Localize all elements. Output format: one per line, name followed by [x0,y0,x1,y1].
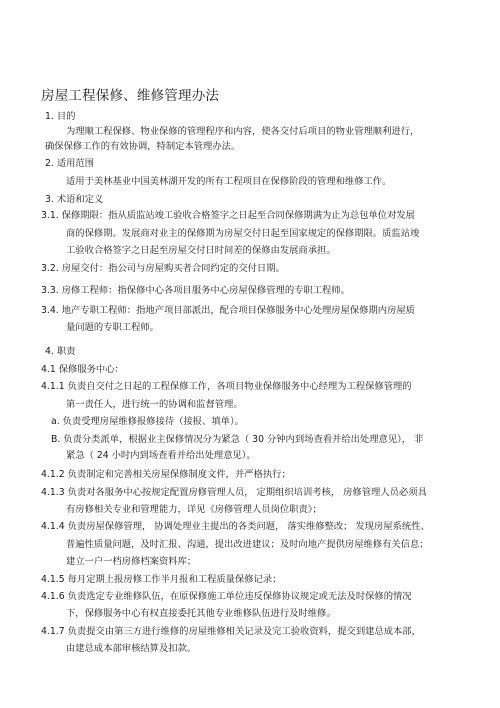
clause-4-1-6: 4.1.6 负责选定专业维修队伍，在原保修施工单位违反保修协议规定或无法及时保修的情况 [41,591,412,602]
clause-3-3: 3.3. 房修工程师：指保修中心各项目服务中心房屋保修管理的专职工程师。 [41,285,350,296]
clause-3-2: 3.2. 房屋交付：指公司与房屋购买者合同约定的交付日期。 [41,263,285,274]
paragraph-line: 工验收合格签字之日起至房屋交付日时间差的保修由发展商承担。 [66,245,336,256]
paragraph-line: 有房修相关专业和管理能力，详见《房修管理人员岗位职责》； [66,504,322,515]
clause-3-4: 3.4. 地产专职工程师：指地产项目部派出，配合项目保修服务中心处理房屋保修期内房屋质 [41,305,415,316]
section-2-heading: 2. 适用范围 [45,158,95,169]
clause-4-1: 4.1 保修服务中心： [41,364,124,375]
paragraph-line: 紧急（ 24 小时内到场查看并给出处理意见）。 [66,450,256,461]
paragraph-line: 商的保修期。发展商对业主的保修期为房屋交付日起至国家规定的保修期限。质监站竣 [66,228,420,239]
clause-4-1-4: 4.1.4 负责房屋保修管理， 协调处理业主提出的各类问题， 落实维修整改； 发现房屋系统性、 [41,521,430,532]
paragraph-line: 量问题的专职工程师。 [66,322,159,333]
paragraph-line: 下，保修服务中心有权直接委托其他专业维修队伍进行及时维修。 [66,608,336,619]
section-3-heading: 3. 术语和定义 [45,194,104,205]
paragraph-line: 建立一户一档房修档案资料库； [66,556,197,567]
clause-4-1-7: 4.1.7 负责提交由第三方进行维修的房屋维修相关记录及完工验收资料，提交到建总成本部， [41,626,421,637]
document-title: 房屋工程保修、维修管理办法 [41,88,220,104]
paragraph-line: 确保保修工作的有效协调，特制定本管理办法。 [45,141,241,152]
clause-4-1-2: 4.1.2 负责制定和完善相关房屋保修制度文件，并严格执行； [41,469,291,480]
item-a: a. 负责受理房屋维修报修接待（接报、填单）。 [51,416,244,427]
paragraph-line: 为理顺工程保修、物业保修的管理程序和内容，使各交付后项目的物业管理顺利进行， [66,126,420,137]
clause-4-1-1: 4.1.1 负责自交付之日起的工程保修工作，各项目物业保修服务中心经理为工程保修管理的 [41,381,412,392]
paragraph-line: 普遍性质量问题，及时汇报、沟通，提出改进建议；及时向地产提供房屋维修有关信息； [66,539,429,550]
item-b: B. 负责分类派单，根据业主保修情况分为紧急（ 30 分钟内到场查看并给出处理意见）， 非 [51,434,424,445]
clause-4-1-5: 4.1.5 每月定期上报房修工作半月报和工程质量保修记录； [41,574,282,585]
clause-4-1-3: 4.1.3 负责对各服务中心按规定配置房修管理人员， 定期组织培训考核， 房修管理人员必须具 [41,487,427,498]
section-4-heading: 4. 职责 [45,346,76,357]
clause-3-1: 3.1. 保修期限：指从质监站竣工验收合格签字之日起至合同保修期满为止为总包单位对发展 [41,210,415,221]
section-1-heading: 1. 目的 [45,111,76,122]
paragraph-line: 适用于美林基业中国美林湖开发的所有工程项目在保修阶段的管理和维修工作。 [66,176,392,187]
paragraph-line: 第一责任人，进行统一的协调和监督管理。 [66,399,243,410]
paragraph-line: 由建总成本部审核结算及扣款。 [66,643,197,654]
